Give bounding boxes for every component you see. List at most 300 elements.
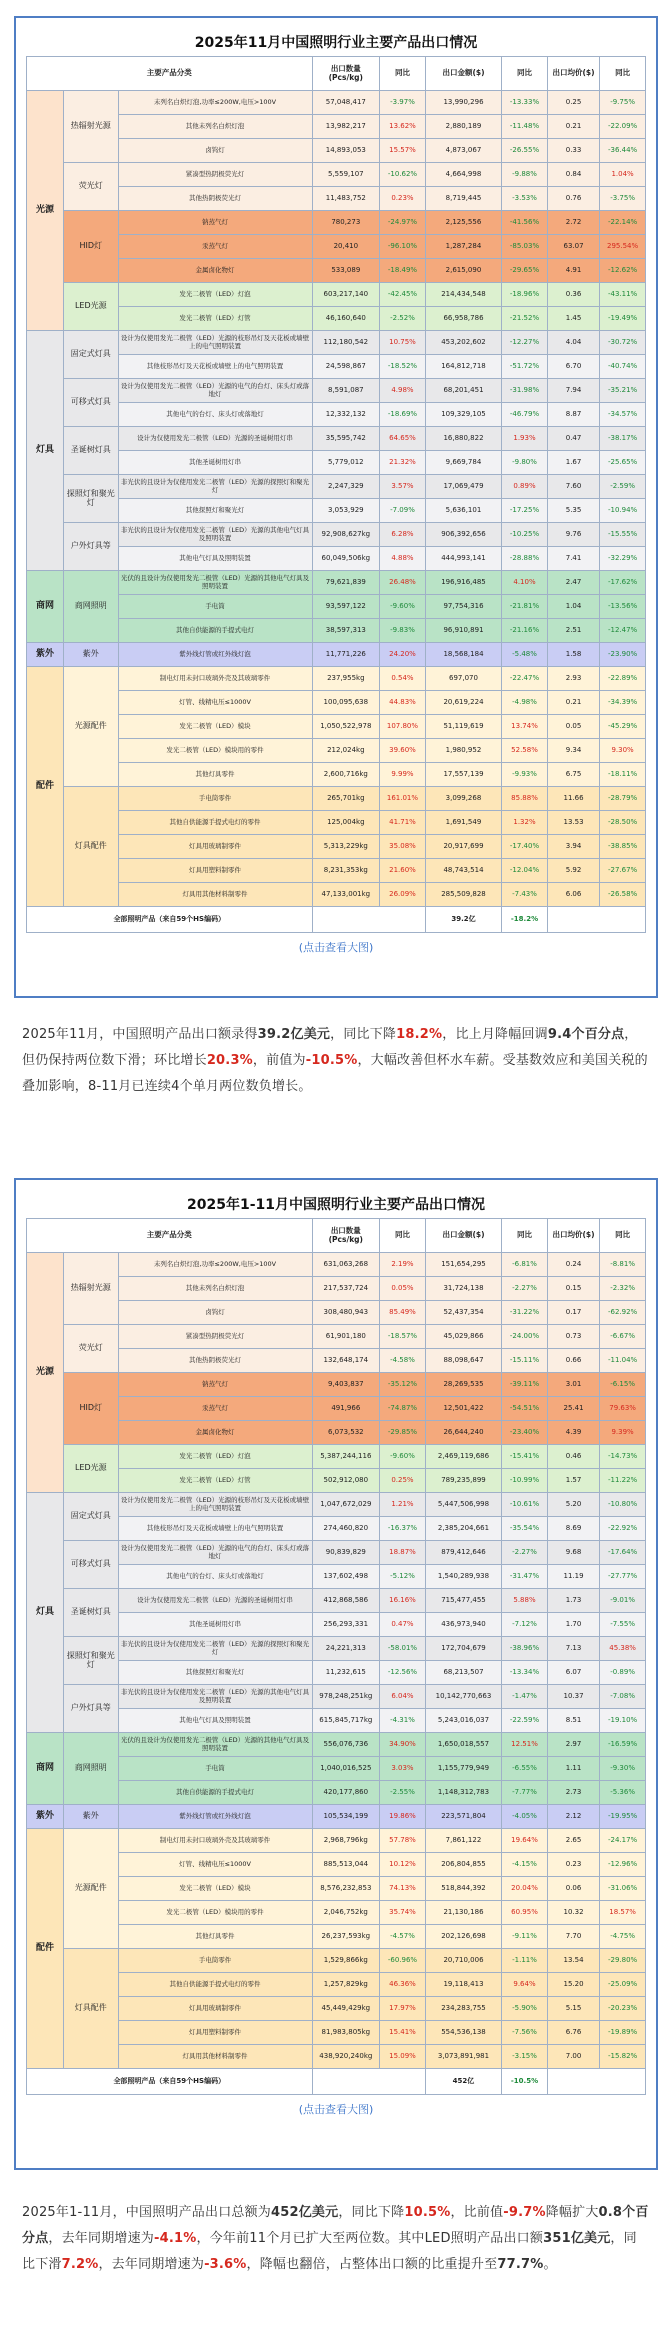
export-amount-cell: 20,619,224	[425, 691, 501, 715]
amount-yoy-cell: -11.48%	[502, 115, 548, 139]
product-name-cell: 设计为仅使用发光二极管（LED）光源的枝形吊灯及天花板或墙壁上的电气照明装置	[118, 1493, 312, 1517]
table-row	[27, 1373, 646, 1397]
product-name-cell: 其他自供能源手提式电灯的零件	[118, 1973, 312, 1997]
price-yoy-cell: -34.39%	[600, 691, 646, 715]
export-quantity-cell: 631,063,268	[312, 1253, 380, 1277]
product-name-cell: 光伏的且设计为仅使用发光二极管（LED）光源的其他电气灯具及照明装置	[118, 1733, 312, 1757]
avg-price-cell: 10.37	[547, 1685, 599, 1709]
amount-yoy-cell: -23.40%	[502, 1421, 548, 1445]
amount-yoy-cell: -18.96%	[502, 283, 548, 307]
product-name-cell: 钠蒸气灯	[118, 1373, 312, 1397]
product-name-cell: 灯具用玻璃制零件	[118, 835, 312, 859]
quantity-yoy-cell: -5.12%	[380, 1565, 426, 1589]
avg-price-cell: 0.73	[547, 1325, 599, 1349]
quantity-yoy-cell: 2.19%	[380, 1253, 426, 1277]
export-quantity-cell: 60,049,506kg	[312, 547, 380, 571]
subcategory-cell: 固定式灯具	[64, 331, 118, 379]
quantity-yoy-cell: -18.52%	[380, 355, 426, 379]
table-row	[27, 523, 646, 547]
table-row	[27, 187, 646, 211]
export-quantity-cell: 615,845,717kg	[312, 1709, 380, 1733]
export-amount-cell: 172,704,679	[425, 1637, 501, 1661]
price-yoy-cell: -12.47%	[600, 619, 646, 643]
price-yoy-cell: -22.09%	[600, 115, 646, 139]
amount-yoy-cell: 85.88%	[502, 787, 548, 811]
export-amount-cell: 5,447,506,998	[425, 1493, 501, 1517]
amount-yoy-cell: -13.34%	[502, 1661, 548, 1685]
amount-yoy-cell: -21.52%	[502, 307, 548, 331]
quantity-yoy-cell: 1.21%	[380, 1493, 426, 1517]
export-quantity-cell: 780,273	[312, 211, 380, 235]
export-quantity-cell: 9,403,837	[312, 1373, 380, 1397]
export-amount-cell: 68,201,451	[425, 379, 501, 403]
quantity-yoy-cell: -29.85%	[380, 1421, 426, 1445]
quantity-yoy-cell: 0.47%	[380, 1613, 426, 1637]
export-amount-cell: 48,743,514	[425, 859, 501, 883]
product-name-cell: 发光二极管（LED）灯管	[118, 307, 312, 331]
quantity-yoy-cell: 57.78%	[380, 1829, 426, 1853]
avg-price-cell: 0.25	[547, 91, 599, 115]
export-quantity-cell: 8,591,087	[312, 379, 380, 403]
product-name-cell: 其他热阴极荧光灯	[118, 1349, 312, 1373]
subcategory-cell: 可移式灯具	[64, 1541, 118, 1589]
product-name-cell: 设计为仅使用发光二极管（LED）光源的圣诞树用灯串	[118, 427, 312, 451]
quantity-yoy-cell: -60.96%	[380, 1949, 426, 1973]
table-row	[27, 1661, 646, 1685]
price-yoy-cell: -32.29%	[600, 547, 646, 571]
product-name-cell: 其他探照灯和聚光灯	[118, 1661, 312, 1685]
amount-yoy-cell: -3.15%	[502, 2045, 548, 2069]
product-name-cell: 其他未列名白炽灯泡	[118, 115, 312, 139]
amount-yoy-cell: -2.27%	[502, 1277, 548, 1301]
product-name-cell: 金属卤化物灯	[118, 259, 312, 283]
table-row	[27, 1709, 646, 1733]
export-quantity-cell: 8,231,353kg	[312, 859, 380, 883]
product-name-cell: 未列名白炽灯泡,功率≤200W,电压>100V	[118, 1253, 312, 1277]
quantity-yoy-cell: -18.57%	[380, 1325, 426, 1349]
avg-price-cell: 1.58	[547, 643, 599, 667]
price-yoy-cell: 1.04%	[600, 163, 646, 187]
column-header: 主要产品分类	[27, 57, 313, 91]
table-row	[27, 283, 646, 307]
subcategory-cell: 光源配件	[64, 1829, 118, 1949]
price-yoy-cell: 295.54%	[600, 235, 646, 259]
avg-price-cell: 9.68	[547, 1541, 599, 1565]
export-amount-cell: 1,650,018,557	[425, 1733, 501, 1757]
export-amount-cell: 4,664,998	[425, 163, 501, 187]
export-quantity-cell: 14,893,053	[312, 139, 380, 163]
price-yoy-cell: -17.62%	[600, 571, 646, 595]
quantity-yoy-cell: 35.08%	[380, 835, 426, 859]
table-row	[27, 427, 646, 451]
total-yoy: -18.2%	[502, 907, 548, 933]
category-cell: 灯具	[27, 1493, 64, 1733]
avg-price-cell: 5.20	[547, 1493, 599, 1517]
quantity-yoy-cell: -2.55%	[380, 1781, 426, 1805]
quantity-yoy-cell: 0.54%	[380, 667, 426, 691]
quantity-yoy-cell: -58.01%	[380, 1637, 426, 1661]
amount-yoy-cell: -15.41%	[502, 1445, 548, 1469]
price-yoy-cell: -24.17%	[600, 1829, 646, 1853]
export-amount-cell: 88,098,647	[425, 1349, 501, 1373]
table-row	[27, 1565, 646, 1589]
amount-yoy-cell: 19.64%	[502, 1829, 548, 1853]
table-row	[27, 1421, 646, 1445]
table-title: 2025年1-11月中国照明行业主要产品出口情况	[187, 1197, 485, 1213]
export-amount-cell: 2,469,119,686	[425, 1445, 501, 1469]
price-yoy-cell: 9.30%	[600, 739, 646, 763]
subcategory-cell: 紫外	[64, 1805, 118, 1829]
quantity-yoy-cell: -74.87%	[380, 1397, 426, 1421]
quantity-yoy-cell: 21.32%	[380, 451, 426, 475]
table-row	[27, 163, 646, 187]
avg-price-cell: 6.76	[547, 2021, 599, 2045]
total-label: 全部照明产品（来自59个HS编码）	[27, 907, 313, 933]
avg-price-cell: 3.01	[547, 1373, 599, 1397]
export-amount-cell: 285,509,828	[425, 883, 501, 907]
price-yoy-cell: -18.11%	[600, 763, 646, 787]
product-name-cell: 其他热阴极荧光灯	[118, 187, 312, 211]
quantity-yoy-cell: 44.83%	[380, 691, 426, 715]
price-yoy-cell: -28.50%	[600, 811, 646, 835]
export-quantity-cell: 79,621,839	[312, 571, 380, 595]
export-quantity-cell: 57,048,417	[312, 91, 380, 115]
column-header: 出口金额($)	[425, 1219, 501, 1253]
avg-price-cell: 0.84	[547, 163, 599, 187]
avg-price-cell: 2.65	[547, 1829, 599, 1853]
product-name-cell: 设计为仅使用发光二极管（LED）光源的圣诞树用灯串	[118, 1589, 312, 1613]
product-name-cell: 灯具用其他材料制零件	[118, 2045, 312, 2069]
quantity-yoy-cell: -9.83%	[380, 619, 426, 643]
export-amount-cell: 5,636,101	[425, 499, 501, 523]
column-header: 同比	[502, 1219, 548, 1253]
price-yoy-cell: 18.57%	[600, 1901, 646, 1925]
quantity-yoy-cell: 15.57%	[380, 139, 426, 163]
quantity-yoy-cell: 6.28%	[380, 523, 426, 547]
view-large-image-link[interactable]: (点击查看大图)	[298, 2103, 374, 2116]
table-row	[27, 1541, 646, 1565]
export-amount-cell: 68,213,507	[425, 1661, 501, 1685]
quantity-yoy-cell: 0.25%	[380, 1469, 426, 1493]
quantity-yoy-cell: -18.69%	[380, 403, 426, 427]
price-yoy-cell: -12.96%	[600, 1853, 646, 1877]
export-amount-cell: 2,385,204,661	[425, 1517, 501, 1541]
column-header: 同比	[600, 57, 646, 91]
amount-yoy-cell: -17.40%	[502, 835, 548, 859]
export-amount-cell: 453,202,602	[425, 331, 501, 355]
price-yoy-cell: -19.95%	[600, 1805, 646, 1829]
amount-yoy-cell: 60.95%	[502, 1901, 548, 1925]
avg-price-cell: 13.54	[547, 1949, 599, 1973]
product-name-cell: 紧凑型热阴极荧光灯	[118, 163, 312, 187]
price-yoy-cell: -22.14%	[600, 211, 646, 235]
quantity-yoy-cell: 10.12%	[380, 1853, 426, 1877]
export-amount-cell: 196,916,485	[425, 571, 501, 595]
total-row	[27, 2069, 646, 2095]
product-name-cell: 非光伏的且设计为仅使用发光二极管（LED）光源的探照灯和聚光灯	[118, 475, 312, 499]
product-name-cell: 其他自供能源手提式电灯的零件	[118, 811, 312, 835]
price-yoy-cell: -17.64%	[600, 1541, 646, 1565]
quantity-yoy-cell: -7.09%	[380, 499, 426, 523]
subcategory-cell: 热辐射光源	[64, 91, 118, 163]
subcategory-cell: 探照灯和聚光灯	[64, 1637, 118, 1685]
table-row	[27, 379, 646, 403]
amount-yoy-cell: -9.11%	[502, 1925, 548, 1949]
quantity-yoy-cell: -3.97%	[380, 91, 426, 115]
quantity-yoy-cell: 0.05%	[380, 1277, 426, 1301]
price-yoy-cell: 79.63%	[600, 1397, 646, 1421]
price-yoy-cell: -7.08%	[600, 1685, 646, 1709]
export-table-november	[26, 56, 646, 933]
product-name-cell: 其他自供能源的手提式电灯	[118, 1781, 312, 1805]
price-yoy-cell: -12.62%	[600, 259, 646, 283]
category-cell: 商网	[27, 571, 64, 643]
export-quantity-cell: 1,529,866kg	[312, 1949, 380, 1973]
export-amount-cell: 20,917,699	[425, 835, 501, 859]
price-yoy-cell: -6.67%	[600, 1325, 646, 1349]
price-yoy-cell: -29.80%	[600, 1949, 646, 1973]
quantity-yoy-cell: -9.60%	[380, 595, 426, 619]
avg-price-cell: 2.97	[547, 1733, 599, 1757]
export-quantity-cell: 20,410	[312, 235, 380, 259]
export-quantity-cell: 6,073,532	[312, 1421, 380, 1445]
product-name-cell: 其他自供能源的手提式电灯	[118, 619, 312, 643]
avg-price-cell: 0.76	[547, 187, 599, 211]
amount-yoy-cell: -7.43%	[502, 883, 548, 907]
amount-yoy-cell: 13.74%	[502, 715, 548, 739]
export-amount-cell: 906,392,656	[425, 523, 501, 547]
export-amount-cell: 1,155,779,949	[425, 1757, 501, 1781]
product-name-cell: 钠蒸气灯	[118, 211, 312, 235]
export-quantity-cell: 81,983,805kg	[312, 2021, 380, 2045]
amount-yoy-cell: -22.59%	[502, 1709, 548, 1733]
column-header: 出口均价($)	[547, 57, 599, 91]
table-row	[27, 331, 646, 355]
export-amount-cell: 12,501,422	[425, 1397, 501, 1421]
price-yoy-cell: -36.44%	[600, 139, 646, 163]
avg-price-cell: 0.46	[547, 1445, 599, 1469]
avg-price-cell: 0.17	[547, 1301, 599, 1325]
export-quantity-cell: 438,920,240kg	[312, 2045, 380, 2069]
export-amount-cell: 214,434,548	[425, 283, 501, 307]
avg-price-cell: 0.21	[547, 115, 599, 139]
product-name-cell: 发光二极管（LED）模块	[118, 715, 312, 739]
product-name-cell: 灯具用塑料制零件	[118, 2021, 312, 2045]
export-quantity-cell: 3,053,929	[312, 499, 380, 523]
product-name-cell: 发光二极管（LED）模块	[118, 1877, 312, 1901]
amount-yoy-cell: -4.05%	[502, 1805, 548, 1829]
export-amount-cell: 3,099,268	[425, 787, 501, 811]
avg-price-cell: 2.73	[547, 1781, 599, 1805]
price-yoy-cell: -8.81%	[600, 1253, 646, 1277]
avg-price-cell: 0.05	[547, 715, 599, 739]
table-row	[27, 1853, 646, 1877]
price-yoy-cell: -11.04%	[600, 1349, 646, 1373]
table-row	[27, 355, 646, 379]
amount-yoy-cell: -7.77%	[502, 1781, 548, 1805]
amount-yoy-cell: -10.61%	[502, 1493, 548, 1517]
amount-yoy-cell: -6.81%	[502, 1253, 548, 1277]
amount-yoy-cell: -21.81%	[502, 595, 548, 619]
table-card-november	[14, 16, 658, 998]
price-yoy-cell: -27.77%	[600, 1565, 646, 1589]
export-amount-cell: 223,571,804	[425, 1805, 501, 1829]
avg-price-cell: 0.33	[547, 139, 599, 163]
export-quantity-cell: 47,133,001kg	[312, 883, 380, 907]
amount-yoy-cell: 12.51%	[502, 1733, 548, 1757]
price-yoy-cell: -4.75%	[600, 1925, 646, 1949]
quantity-yoy-cell: 34.90%	[380, 1733, 426, 1757]
subcategory-cell: HID灯	[64, 1373, 118, 1445]
price-yoy-cell: -10.80%	[600, 1493, 646, 1517]
amount-yoy-cell: -31.22%	[502, 1301, 548, 1325]
quantity-yoy-cell: 64.65%	[380, 427, 426, 451]
export-amount-cell: 16,880,822	[425, 427, 501, 451]
export-amount-cell: 96,910,891	[425, 619, 501, 643]
amount-yoy-cell: -10.99%	[502, 1469, 548, 1493]
export-quantity-cell: 265,701kg	[312, 787, 380, 811]
price-yoy-cell: -35.21%	[600, 379, 646, 403]
quantity-yoy-cell: 107.80%	[380, 715, 426, 739]
table-row	[27, 1805, 646, 1829]
export-quantity-cell: 1,257,829kg	[312, 1973, 380, 1997]
table-row	[27, 715, 646, 739]
product-name-cell: 汞蒸气灯	[118, 235, 312, 259]
amount-yoy-cell: -85.03%	[502, 235, 548, 259]
table-row	[27, 451, 646, 475]
export-quantity-cell: 38,597,313	[312, 619, 380, 643]
table-row	[27, 475, 646, 499]
subcategory-cell: LED光源	[64, 283, 118, 331]
table-row	[27, 787, 646, 811]
table-row	[27, 139, 646, 163]
subcategory-cell: 商网照明	[64, 1733, 118, 1805]
quantity-yoy-cell: 0.23%	[380, 187, 426, 211]
export-amount-cell: 10,142,770,663	[425, 1685, 501, 1709]
avg-price-cell: 2.51	[547, 619, 599, 643]
export-quantity-cell: 2,968,796kg	[312, 1829, 380, 1853]
amount-yoy-cell: 1.93%	[502, 427, 548, 451]
avg-price-cell: 3.94	[547, 835, 599, 859]
export-amount-cell: 234,283,755	[425, 1997, 501, 2021]
avg-price-cell: 1.57	[547, 1469, 599, 1493]
subcategory-cell: 紫外	[64, 643, 118, 667]
avg-price-cell: 2.72	[547, 211, 599, 235]
product-name-cell: 其他枝形吊灯及天花板或墙壁上的电气照明装置	[118, 355, 312, 379]
product-name-cell: 其他电气灯具及照明装置	[118, 1709, 312, 1733]
price-yoy-cell: -9.75%	[600, 91, 646, 115]
table-row	[27, 643, 646, 667]
avg-price-cell: 8.69	[547, 1517, 599, 1541]
table-row	[27, 1901, 646, 1925]
category-cell: 灯具	[27, 331, 64, 571]
quantity-yoy-cell: 10.75%	[380, 331, 426, 355]
export-amount-cell: 518,844,392	[425, 1877, 501, 1901]
price-yoy-cell: -2.59%	[600, 475, 646, 499]
avg-price-cell: 0.21	[547, 691, 599, 715]
quantity-yoy-cell: -24.97%	[380, 211, 426, 235]
quantity-yoy-cell: 3.03%	[380, 1757, 426, 1781]
amount-yoy-cell: 9.64%	[502, 1973, 548, 1997]
total-amount: 452亿	[425, 2069, 501, 2095]
column-header: 出口金额($)	[425, 57, 501, 91]
table-title: 2025年11月中国照明行业主要产品出口情况	[194, 35, 478, 51]
table-row	[27, 1445, 646, 1469]
table-row	[27, 1685, 646, 1709]
quantity-yoy-cell: 17.97%	[380, 1997, 426, 2021]
product-name-cell: 其他探照灯和聚光灯	[118, 499, 312, 523]
export-quantity-cell: 978,248,251kg	[312, 1685, 380, 1709]
export-amount-cell: 18,568,184	[425, 643, 501, 667]
view-large-image-link[interactable]: (点击查看大图)	[298, 941, 374, 954]
product-name-cell: 手电筒零件	[118, 787, 312, 811]
product-name-cell: 光伏的且设计为仅使用发光二极管（LED）光源的其他电气灯具及照明装置	[118, 571, 312, 595]
avg-price-cell: 11.19	[547, 1565, 599, 1589]
price-yoy-cell: -2.32%	[600, 1277, 646, 1301]
subcategory-cell: 热辐射光源	[64, 1253, 118, 1325]
table-row	[27, 1781, 646, 1805]
price-yoy-cell: -31.06%	[600, 1877, 646, 1901]
product-name-cell: 其他枝形吊灯及天花板或墙壁上的电气照明装置	[118, 1517, 312, 1541]
export-amount-cell: 715,477,455	[425, 1589, 501, 1613]
export-quantity-cell: 5,313,229kg	[312, 835, 380, 859]
empty-cell	[312, 907, 425, 933]
table-card-jan-nov	[14, 1178, 658, 2170]
quantity-yoy-cell: 39.60%	[380, 739, 426, 763]
avg-price-cell: 6.70	[547, 355, 599, 379]
export-quantity-cell: 1,040,016,525	[312, 1757, 380, 1781]
product-name-cell: 卤钨灯	[118, 139, 312, 163]
avg-price-cell: 0.24	[547, 1253, 599, 1277]
export-quantity-cell: 35,595,742	[312, 427, 380, 451]
amount-yoy-cell: -4.98%	[502, 691, 548, 715]
subcategory-cell: 荧光灯	[64, 1325, 118, 1373]
price-yoy-cell: -40.74%	[600, 355, 646, 379]
avg-price-cell: 2.93	[547, 667, 599, 691]
export-amount-cell: 444,993,141	[425, 547, 501, 571]
table-row	[27, 571, 646, 595]
quantity-yoy-cell: -18.49%	[380, 259, 426, 283]
quantity-yoy-cell: 85.49%	[380, 1301, 426, 1325]
amount-yoy-cell: -3.53%	[502, 187, 548, 211]
price-yoy-cell: 45.38%	[600, 1637, 646, 1661]
export-quantity-cell: 45,449,429kg	[312, 1997, 380, 2021]
table-row	[27, 1277, 646, 1301]
export-quantity-cell: 420,177,860	[312, 1781, 380, 1805]
avg-price-cell: 2.12	[547, 1805, 599, 1829]
avg-price-cell: 7.13	[547, 1637, 599, 1661]
amount-yoy-cell: -51.72%	[502, 355, 548, 379]
price-yoy-cell: -30.72%	[600, 331, 646, 355]
export-quantity-cell: 93,597,122	[312, 595, 380, 619]
export-amount-cell: 2,125,556	[425, 211, 501, 235]
avg-price-cell: 5.15	[547, 1997, 599, 2021]
export-quantity-cell: 61,901,180	[312, 1325, 380, 1349]
quantity-yoy-cell: -12.56%	[380, 1661, 426, 1685]
product-name-cell: 非光伏的且设计为仅使用发光二极管（LED）光源的探照灯和聚光灯	[118, 1637, 312, 1661]
product-name-cell: 其他电气灯具及照明装置	[118, 547, 312, 571]
table-row	[27, 1349, 646, 1373]
amount-yoy-cell: -21.16%	[502, 619, 548, 643]
table-row	[27, 403, 646, 427]
amount-yoy-cell: -9.93%	[502, 763, 548, 787]
quantity-yoy-cell: 9.99%	[380, 763, 426, 787]
export-amount-cell: 151,654,295	[425, 1253, 501, 1277]
price-yoy-cell: -13.56%	[600, 595, 646, 619]
table-row	[27, 1829, 646, 1853]
amount-yoy-cell: -46.79%	[502, 403, 548, 427]
avg-price-cell: 5.92	[547, 859, 599, 883]
